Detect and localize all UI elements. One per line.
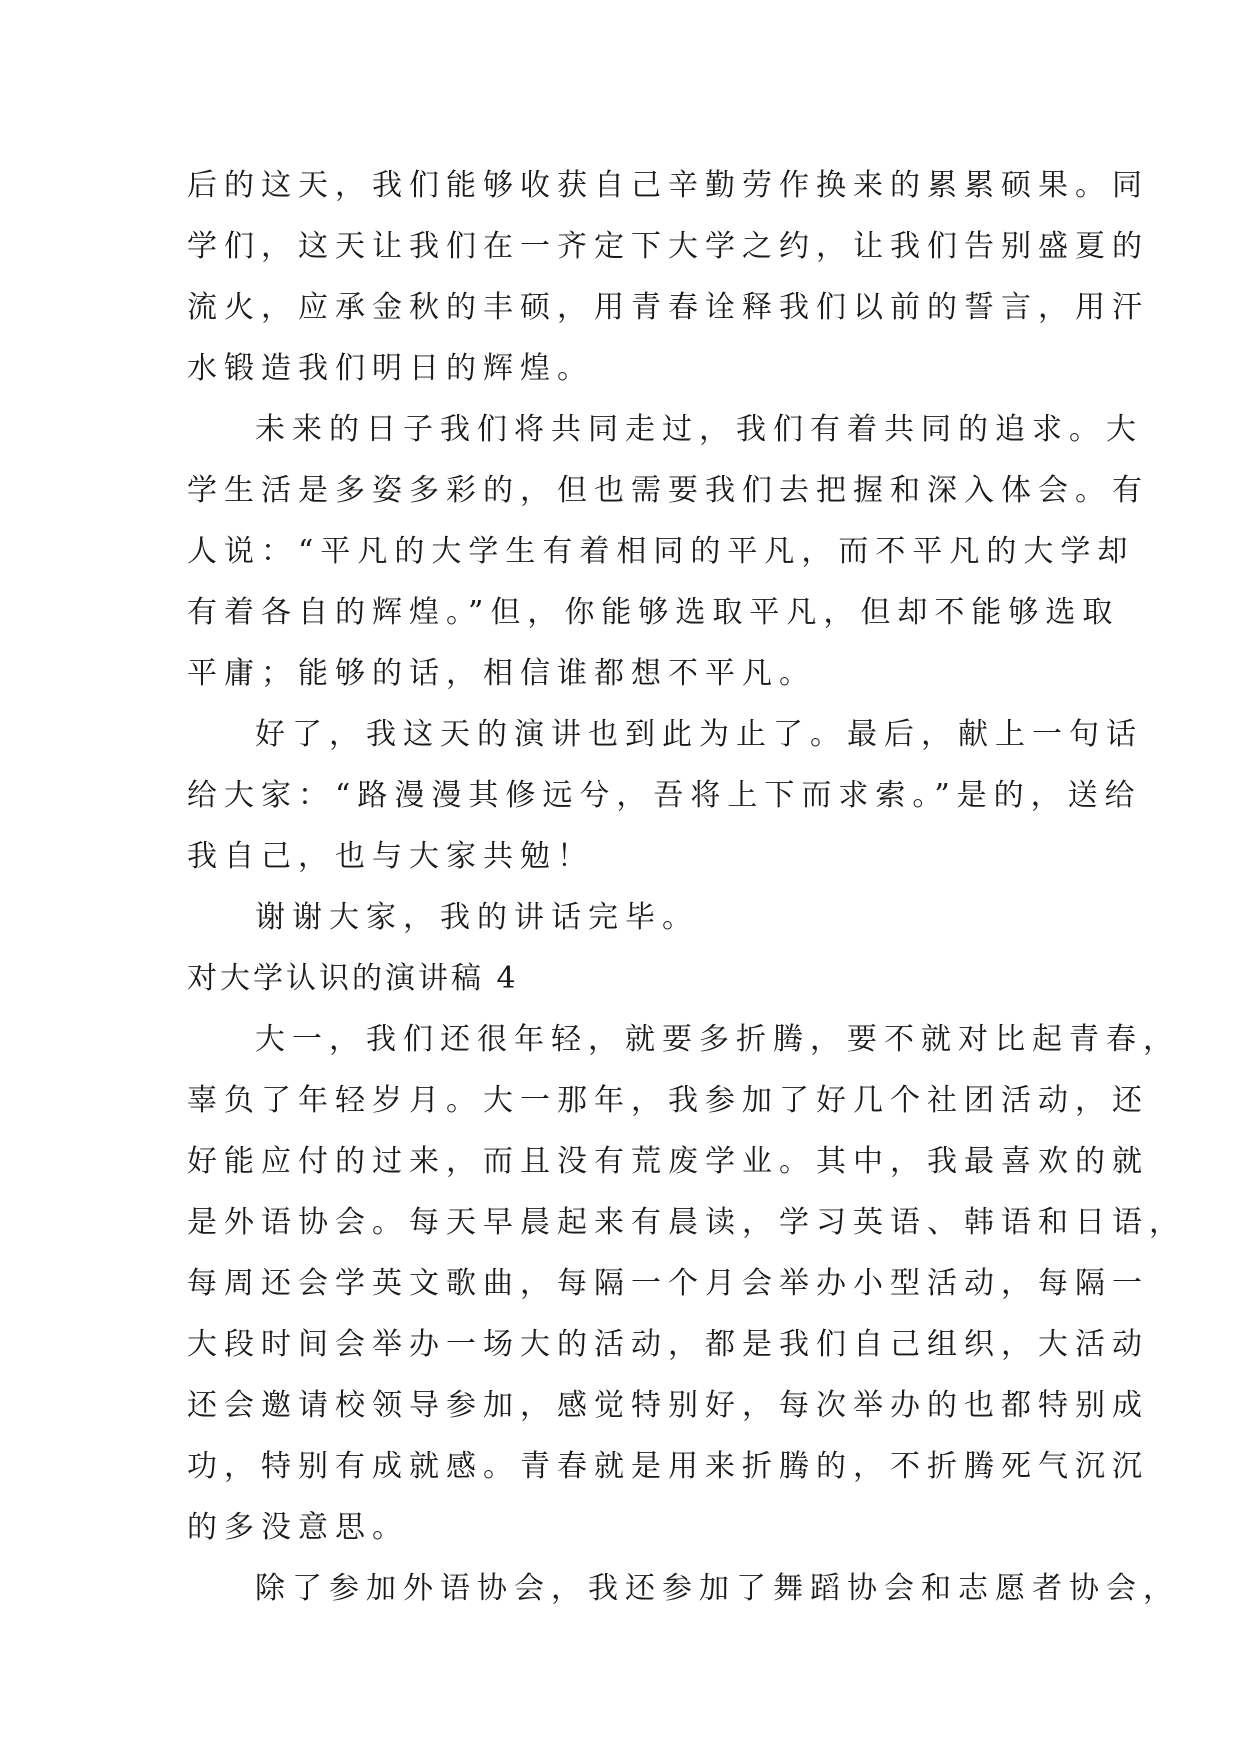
document-body	[187, 155, 1186, 1619]
text-line: 是外语协会。每天早晨起来有晨读，学习英语、韩语和日语，	[187, 1205, 1186, 1240]
section-heading: 对大学认识的演讲稿 4	[187, 961, 519, 996]
text-line: 除了参加外语协会，我还参加了舞蹈协会和志愿者协会，	[255, 1571, 1180, 1606]
text-line: 好了，我这天的演讲也到此为止了。最后，献上一句话	[255, 717, 1143, 752]
text-line: 学们，这天让我们在一齐定下大学之约，让我们告别盛夏的	[187, 229, 1149, 264]
text-line: 我自己，也与大家共勉！	[187, 839, 594, 874]
text-line: 好能应付的过来，而且没有荒废学业。其中，我最喜欢的就	[187, 1144, 1149, 1179]
text-line: 学生活是多姿多彩的，但也需要我们去把握和深入体会。有	[187, 473, 1149, 508]
text-line: 人说：“平凡的大学生有着相同的平凡，而不平凡的大学却	[187, 534, 1135, 569]
text-line: 水锻造我们明日的辉煌。	[187, 351, 594, 386]
text-line: 每周还会学英文歌曲，每隔一个月会举办小型活动，每隔一	[187, 1266, 1149, 1301]
text-line: 还会邀请校领导参加，感觉特别好，每次举办的也都特别成	[187, 1388, 1149, 1423]
text-line: 平庸；能够的话，相信谁都想不平凡。	[187, 656, 816, 691]
text-line: 辜负了年轻岁月。大一那年，我参加了好几个社团活动，还	[187, 1083, 1149, 1118]
text-line: 后的这天，我们能够收获自己辛勤劳作换来的累累硕果。同	[187, 168, 1149, 203]
text-line: 功，特别有成就感。青春就是用来折腾的，不折腾死气沉沉	[187, 1449, 1149, 1484]
text-line: 未来的日子我们将共同走过，我们有着共同的追求。大	[255, 412, 1143, 447]
text-line: 流火，应承金秋的丰硕，用青春诠释我们以前的誓言，用汗	[187, 290, 1149, 325]
text-line: 的多没意思。	[187, 1510, 409, 1545]
text-line: 大一，我们还很年轻，就要多折腾，要不就对比起青春，	[255, 1022, 1180, 1057]
text-line: 给大家：“路漫漫其修远兮，吾将上下而求索。”是的，送给	[187, 778, 1142, 813]
text-line: 谢谢大家，我的讲话完毕。	[255, 900, 699, 935]
text-line: 有着各自的辉煌。”但，你能够选取平凡，但却不能够选取	[187, 595, 1120, 630]
text-line: 大段时间会举办一场大的活动，都是我们自己组织，大活动	[187, 1327, 1149, 1362]
